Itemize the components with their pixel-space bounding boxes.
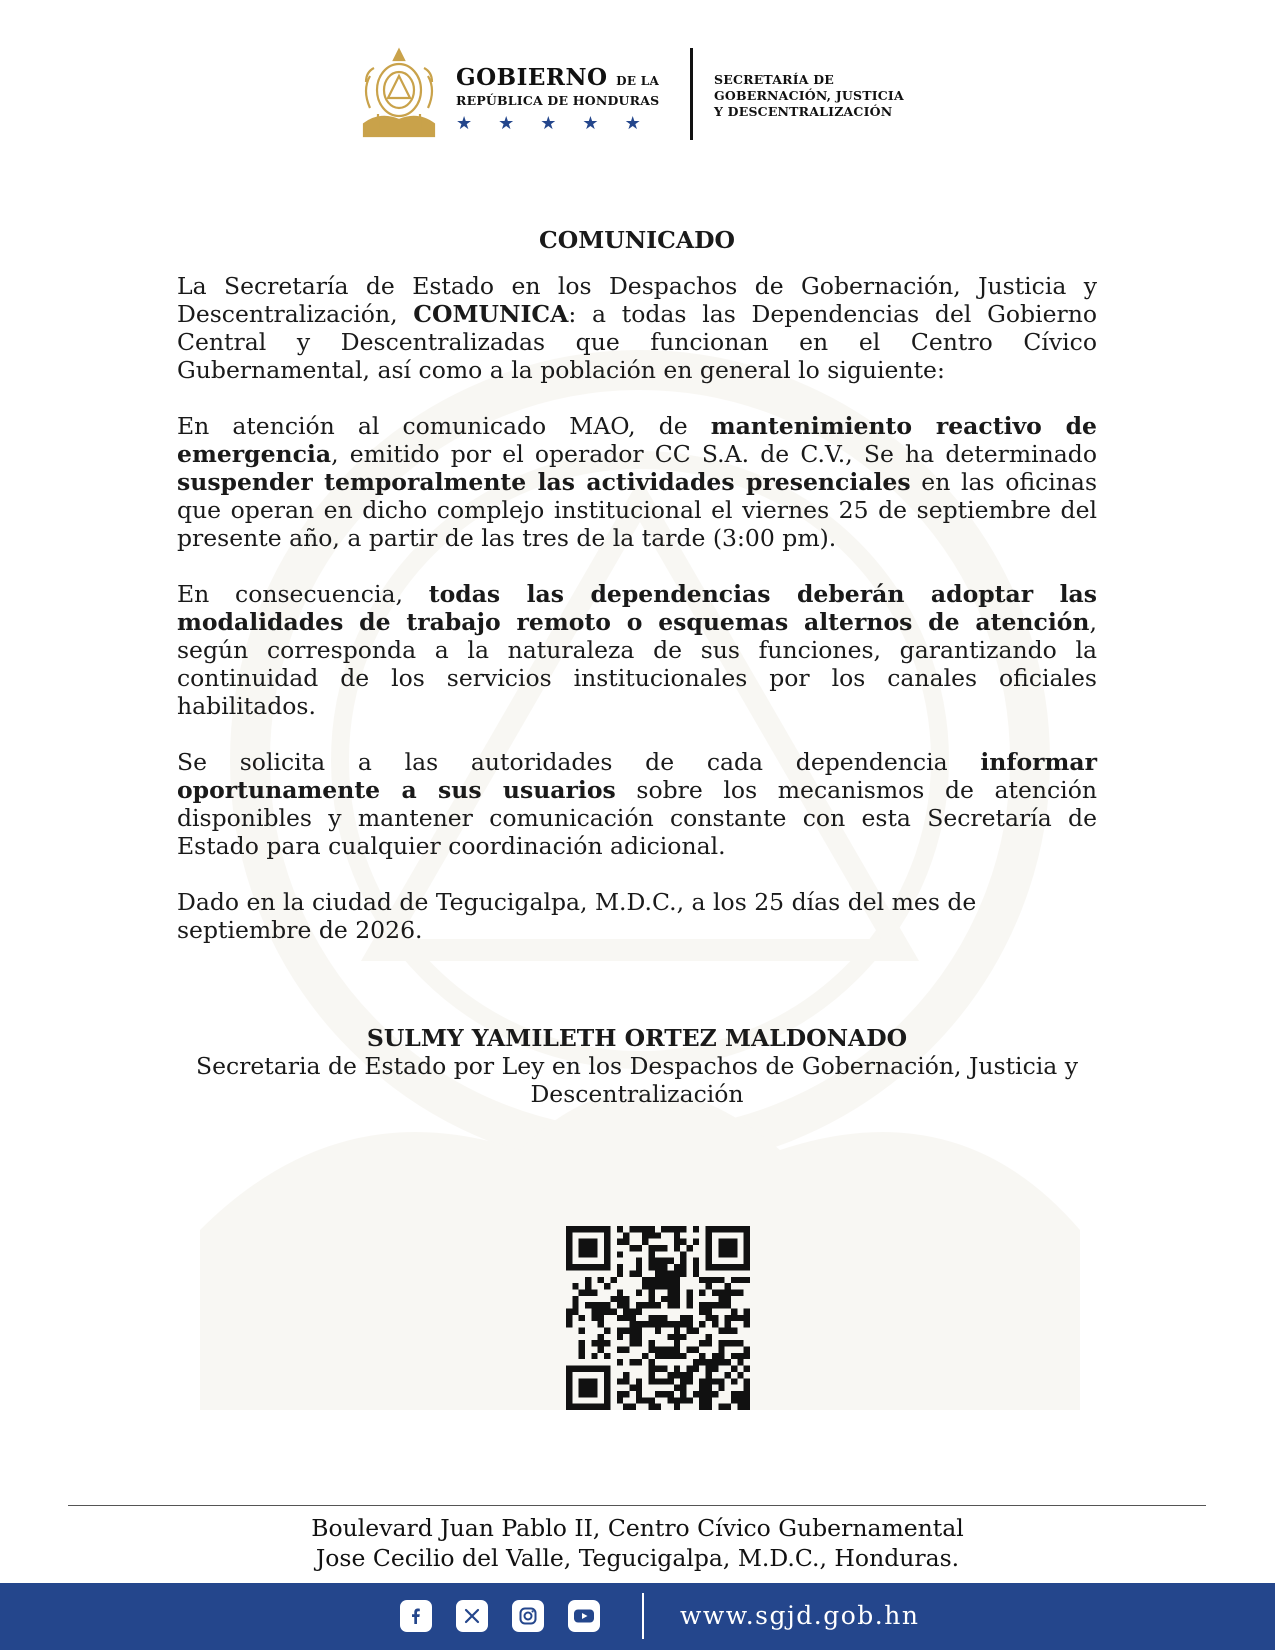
footer-rule xyxy=(68,1505,1206,1506)
signatory-role: Secretaria de Estado por Ley en los Despachos de Gobernación, Justicia y xyxy=(195,1052,1079,1080)
signature-block xyxy=(177,1024,1097,1108)
honduras-coat-of-arms-icon xyxy=(360,46,438,142)
document-title: COMUNICADO xyxy=(539,226,735,254)
paragraph-3: En consecuencia, todas las dependencias deberán adoptar las modalidades de trabajo remoto o esquemas alternos de atención, según corresponda a la naturaleza de sus funciones, garantizando la continuidad de los servicios institucionales por los canales oficiales habilitados. xyxy=(177,580,1098,720)
youtube-icon[interactable] xyxy=(568,1600,600,1632)
secretaria-name: SECRETARÍA DE GOBERNACIÓN, JUSTICIA Y DESCENTRALIZACIÓN xyxy=(714,72,904,119)
letterhead xyxy=(360,46,920,142)
signatory-name: SULMY YAMILETH ORTEZ MALDONADO xyxy=(366,1024,908,1052)
footer-bar-divider xyxy=(642,1593,644,1639)
star-icon: ★ xyxy=(456,113,473,134)
star-icon: ★ xyxy=(624,113,641,134)
republic-subtitle: REPÚBLICA DE HONDURAS xyxy=(456,93,660,108)
x-icon[interactable] xyxy=(456,1600,488,1632)
star-icon: ★ xyxy=(540,113,557,134)
signatory-role-cont: Descentralización xyxy=(530,1080,744,1108)
footer-bar xyxy=(0,1583,1275,1650)
qr-code-icon[interactable] xyxy=(566,1226,750,1410)
paragraph-4: Se solicita a las autoridades de cada dependencia informar oportunamente a sus usuarios sobre los mecanismos de atención disponibles y mantener comunicación constante con esta Secretaría de Estado para cualquier coordinación adicional. xyxy=(177,748,1097,860)
facebook-icon[interactable] xyxy=(400,1600,432,1632)
footer-address: Boulevard Juan Pablo II, Centro Cívico Gubernamental Jose Cecilio del Valle, Tegucigalpa, M.D.C., Honduras. xyxy=(311,1514,964,1572)
paragraph-2: En atención al comunicado MAO, de mantenimiento reactivo de emergencia, emitido por el operador CC S.A. de C.V., Se ha determinado suspender temporalmente las actividades presenciales en las oficinas que operan en dicho complejo institucional el viernes 25 de septiembre del presente año, a partir de las tres de la tarde (3:00 pm). xyxy=(177,412,1098,552)
star-icon: ★ xyxy=(498,113,515,134)
document-body xyxy=(177,226,1097,972)
website-link[interactable]: www.sgjd.gob.hn xyxy=(680,1601,920,1630)
social-links xyxy=(400,1600,600,1632)
government-title: GOBIERNO DE LA xyxy=(456,64,660,91)
instagram-icon[interactable] xyxy=(512,1600,544,1632)
star-icon: ★ xyxy=(582,113,599,134)
stars-row xyxy=(456,115,659,133)
header-divider xyxy=(690,48,693,140)
paragraph-date: Dado en la ciudad de Tegucigalpa, M.D.C., a los 25 días del mes de septiembre de 2026. xyxy=(177,888,977,944)
paragraph-1: La Secretaría de Estado en los Despachos de Gobernación, Justicia y Descentralización, COMUNICA: a todas las Dependencias del Gobierno Central y Descentralizadas que funcionan en el Centro Cívico Gubernamental, así como a la población en general lo siguiente: xyxy=(177,272,1097,384)
